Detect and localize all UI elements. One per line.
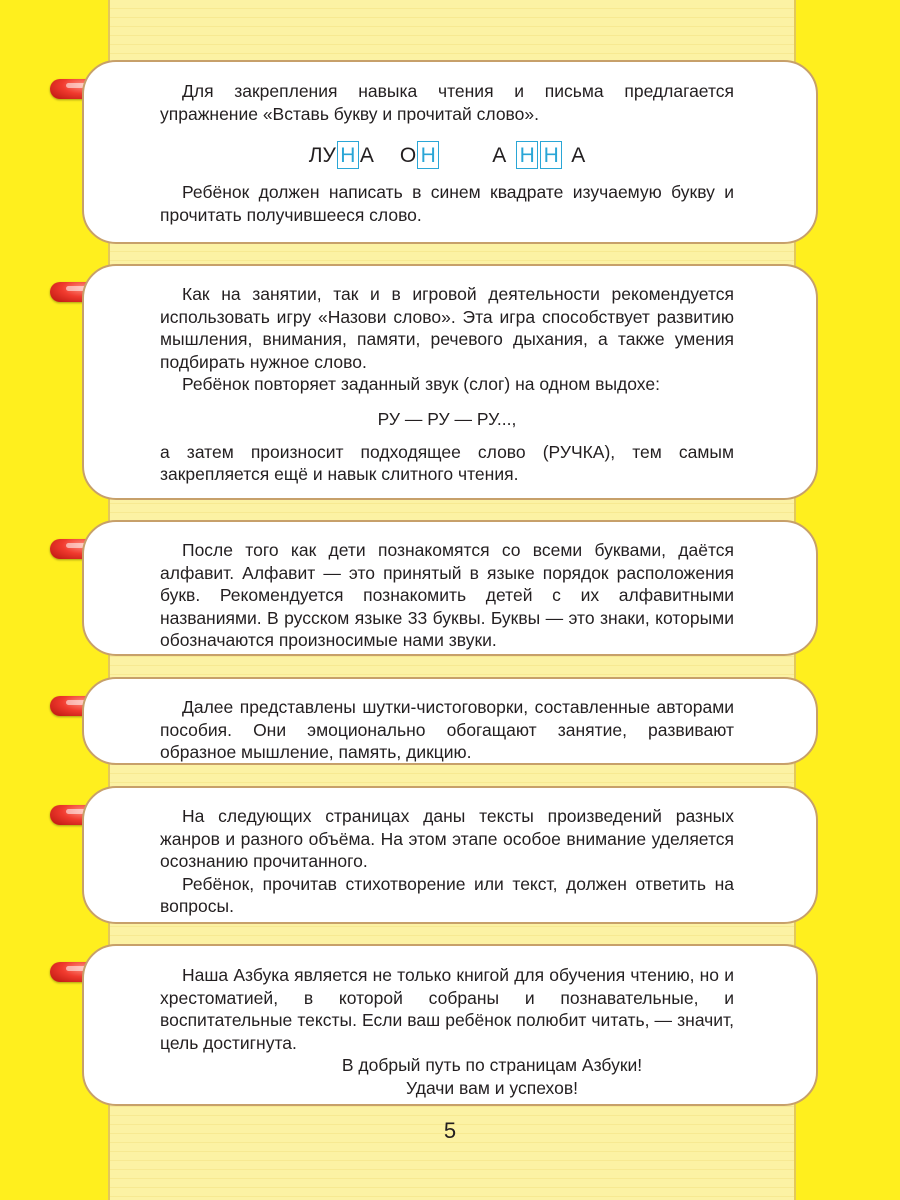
- card5-paragraph-2: Ребёнок, прочитав стихотворение или текст, должен ответить на вопросы.: [160, 873, 734, 917]
- word-2: О Н: [400, 141, 440, 169]
- card2-example: РУ — РУ — РУ...,: [377, 408, 517, 429]
- blue-letter-box: Н: [540, 141, 562, 169]
- card2-paragraph-3: а затем произносит подходящее слово (РУЧКА), тем самым закрепляется ещё и навык слитного чтения.: [160, 441, 734, 485]
- word-1: ЛУ Н А: [309, 141, 374, 169]
- card2-paragraph-1: Как на занятии, так и в игровой деятельности рекомендуется использовать игру «Назови слово». Эта игра способствует развитию мышления, внимания, памяти, речевого дыхания, а также умения подбирать нужное слово.: [160, 284, 734, 372]
- blue-letter-box: Н: [417, 141, 439, 169]
- card1-paragraph-1: Для закрепления навыка чтения и письма предлагается упражнение «Вставь букву и прочитай слово».: [160, 81, 734, 124]
- card-insert-letter: [82, 60, 818, 244]
- insert-letter-words: [160, 141, 734, 169]
- card5-paragraph-1: На следующих страницах даны тексты произведений разных жанров и разного объёма. На этом этапе особое внимание уделяется осознанию прочитанного.: [160, 806, 734, 872]
- word-3: А Н Н А: [492, 141, 585, 169]
- blue-letter-box: Н: [516, 141, 538, 169]
- card6-line-1: В добрый путь по страницам Азбуки!: [341, 1055, 643, 1076]
- card4-paragraph-1: Далее представлены шутки-чистоговорки, составленные авторами пособия. Они эмоционально обогащают занятие, развивают образное мышление, память, дикцию.: [160, 697, 734, 763]
- card-alphabet: [82, 520, 818, 656]
- card3-paragraph-1: После того как дети познакомятся со всеми буквами, даётся алфавит. Алфавит — это принятый в языке порядок расположения букв. Рекомендуется познакомить детей с их алфавитными названиями. В русском языке 33 буквы. Буквы — это знаки, которыми обозначаются произносимые нами звуки.: [160, 540, 734, 651]
- card-conclusion: [82, 944, 818, 1106]
- card-name-word-game: [82, 264, 818, 500]
- card6-line-2: Удачи вам и успехов!: [405, 1077, 578, 1098]
- page-number: 5: [443, 1118, 457, 1143]
- card-texts: [82, 786, 818, 924]
- card6-paragraph-1: Наша Азбука является не только книгой для обучения чтению, но и хрестоматией, в которой собраны и познавательные, и воспитательные тексты. Если ваш ребёнок полюбит читать, — значит, цель достигнута.: [160, 965, 734, 1053]
- blue-letter-box: Н: [337, 141, 359, 169]
- card1-paragraph-2: Ребёнок должен написать в синем квадрате изучаемую букву и прочитать получившееся слово.: [160, 182, 734, 225]
- card2-paragraph-2: Ребёнок повторяет заданный звук (слог) на одном выдохе:: [182, 374, 660, 395]
- card-tongue-twisters: [82, 677, 818, 765]
